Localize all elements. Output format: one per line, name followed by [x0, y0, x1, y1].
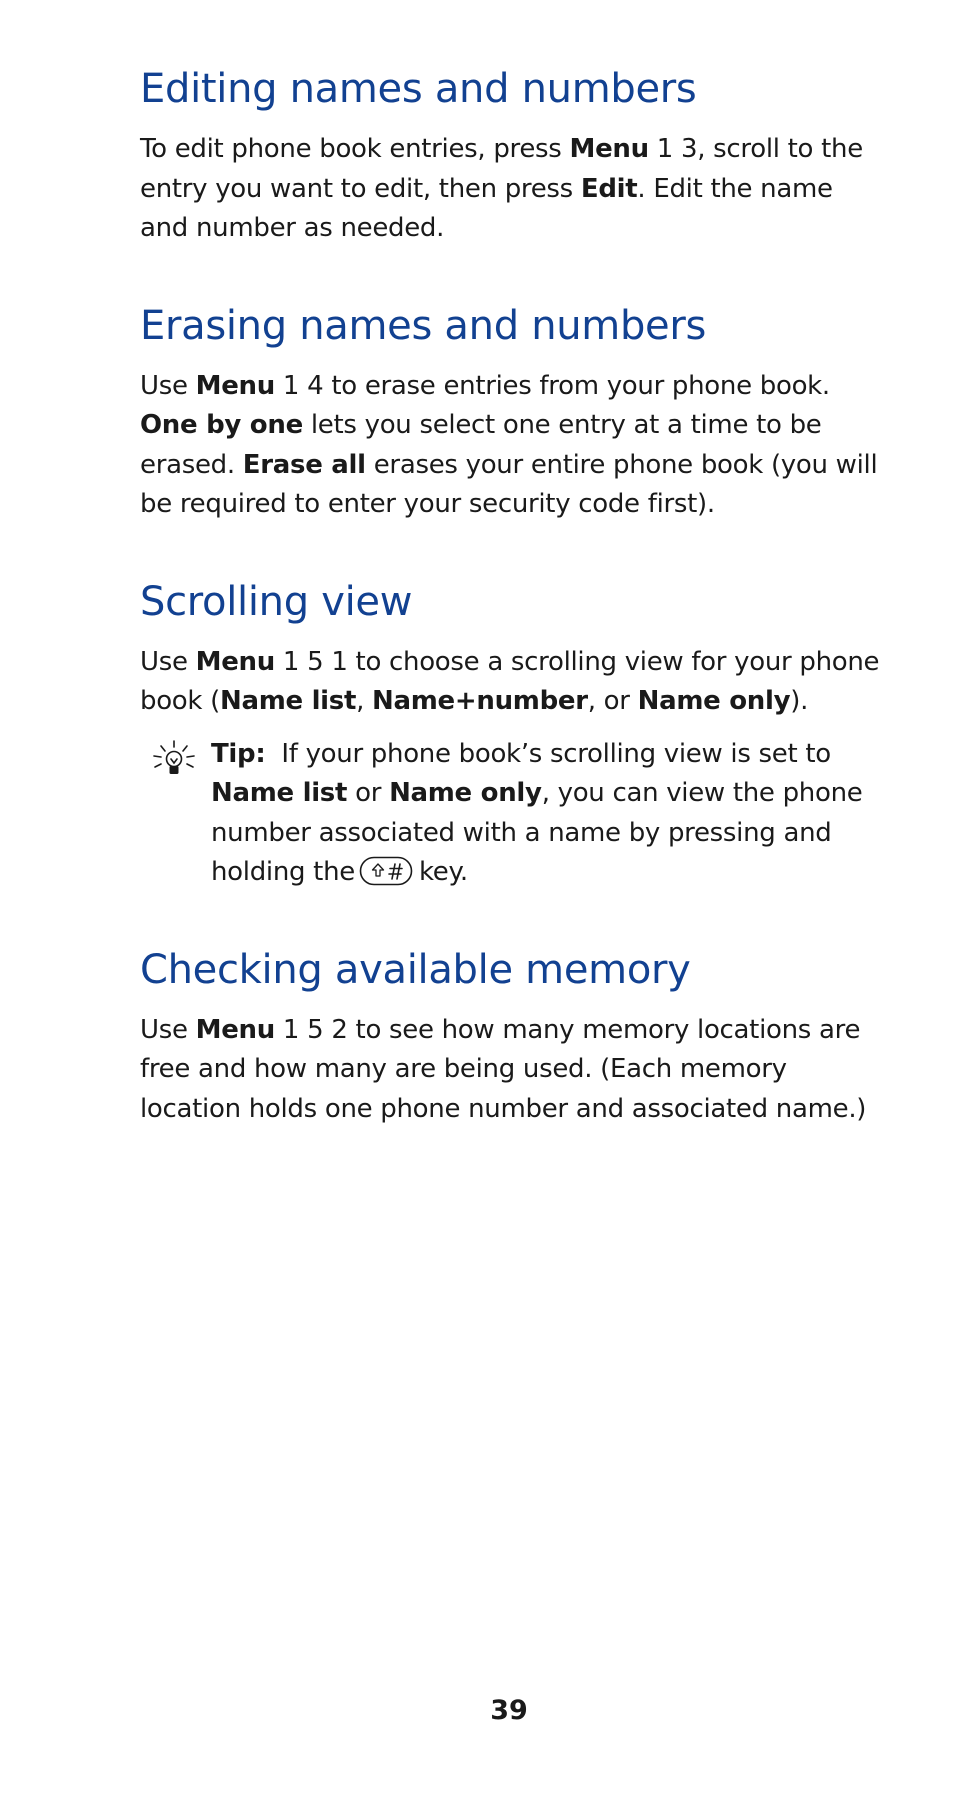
bold-term: Name list: [211, 778, 348, 808]
tip-text-after-key: key.: [418, 857, 468, 887]
section-body-memory: Use Menu 1 5 2 to see how many memory locations are free and how many are being used. (Each memory location holds one phone number and associated name.): [140, 1014, 867, 1124]
bold-term: Erase all: [242, 449, 366, 480]
manual-page: [140, 62, 880, 1129]
section-title-editing: Editing names and numbers: [140, 66, 697, 112]
bold-term: Menu: [195, 1014, 275, 1045]
section-body-scrolling: Use Menu 1 5 1 to choose a scrolling view for your phone book (Name list, Name+number, or Name only).: [140, 646, 880, 716]
section-editing: [140, 62, 880, 249]
section-title-memory: Checking available memory: [140, 946, 691, 993]
bold-term: Menu: [195, 370, 275, 401]
tip-label: Tip:: [211, 738, 266, 769]
bold-term: Edit: [580, 173, 638, 204]
section-title-erasing: Erasing names and numbers: [140, 302, 707, 349]
section-body-editing: To edit phone book entries, press Menu 1 3, scroll to the entry you want to edit, then press Edit. Edit the name and number as needed.: [140, 134, 863, 243]
page-number: 39: [490, 1695, 528, 1726]
tip-text: [211, 739, 862, 888]
tip-box: [140, 735, 880, 893]
bold-term: Name only: [637, 686, 791, 716]
section-erasing: [140, 299, 880, 525]
bold-term: Name+number: [372, 686, 588, 716]
bold-term: One by one: [140, 410, 303, 440]
section-body-erasing: Use Menu 1 4 to erase entries from your phone book. One by one lets you select one entry at a time to be erased. Erase all erases your entire phone book (you will be required to enter your security code first).: [140, 370, 878, 519]
bold-term: Menu: [569, 134, 649, 164]
lightbulb-icon: [150, 739, 198, 779]
bold-term: Name list: [219, 686, 357, 716]
shift-hash-key-icon: [359, 856, 413, 886]
bold-term: Name only: [389, 778, 542, 808]
section-scrolling: [140, 575, 880, 893]
tip-text-before-key: If your phone book’s scrolling view is set to Name list or Name only, you can view the phone number associated with a name by pressing and holding the: [211, 738, 863, 887]
section-title-scrolling: Scrolling view: [140, 578, 413, 625]
section-memory: [140, 943, 880, 1130]
bold-term: Menu: [195, 646, 275, 677]
